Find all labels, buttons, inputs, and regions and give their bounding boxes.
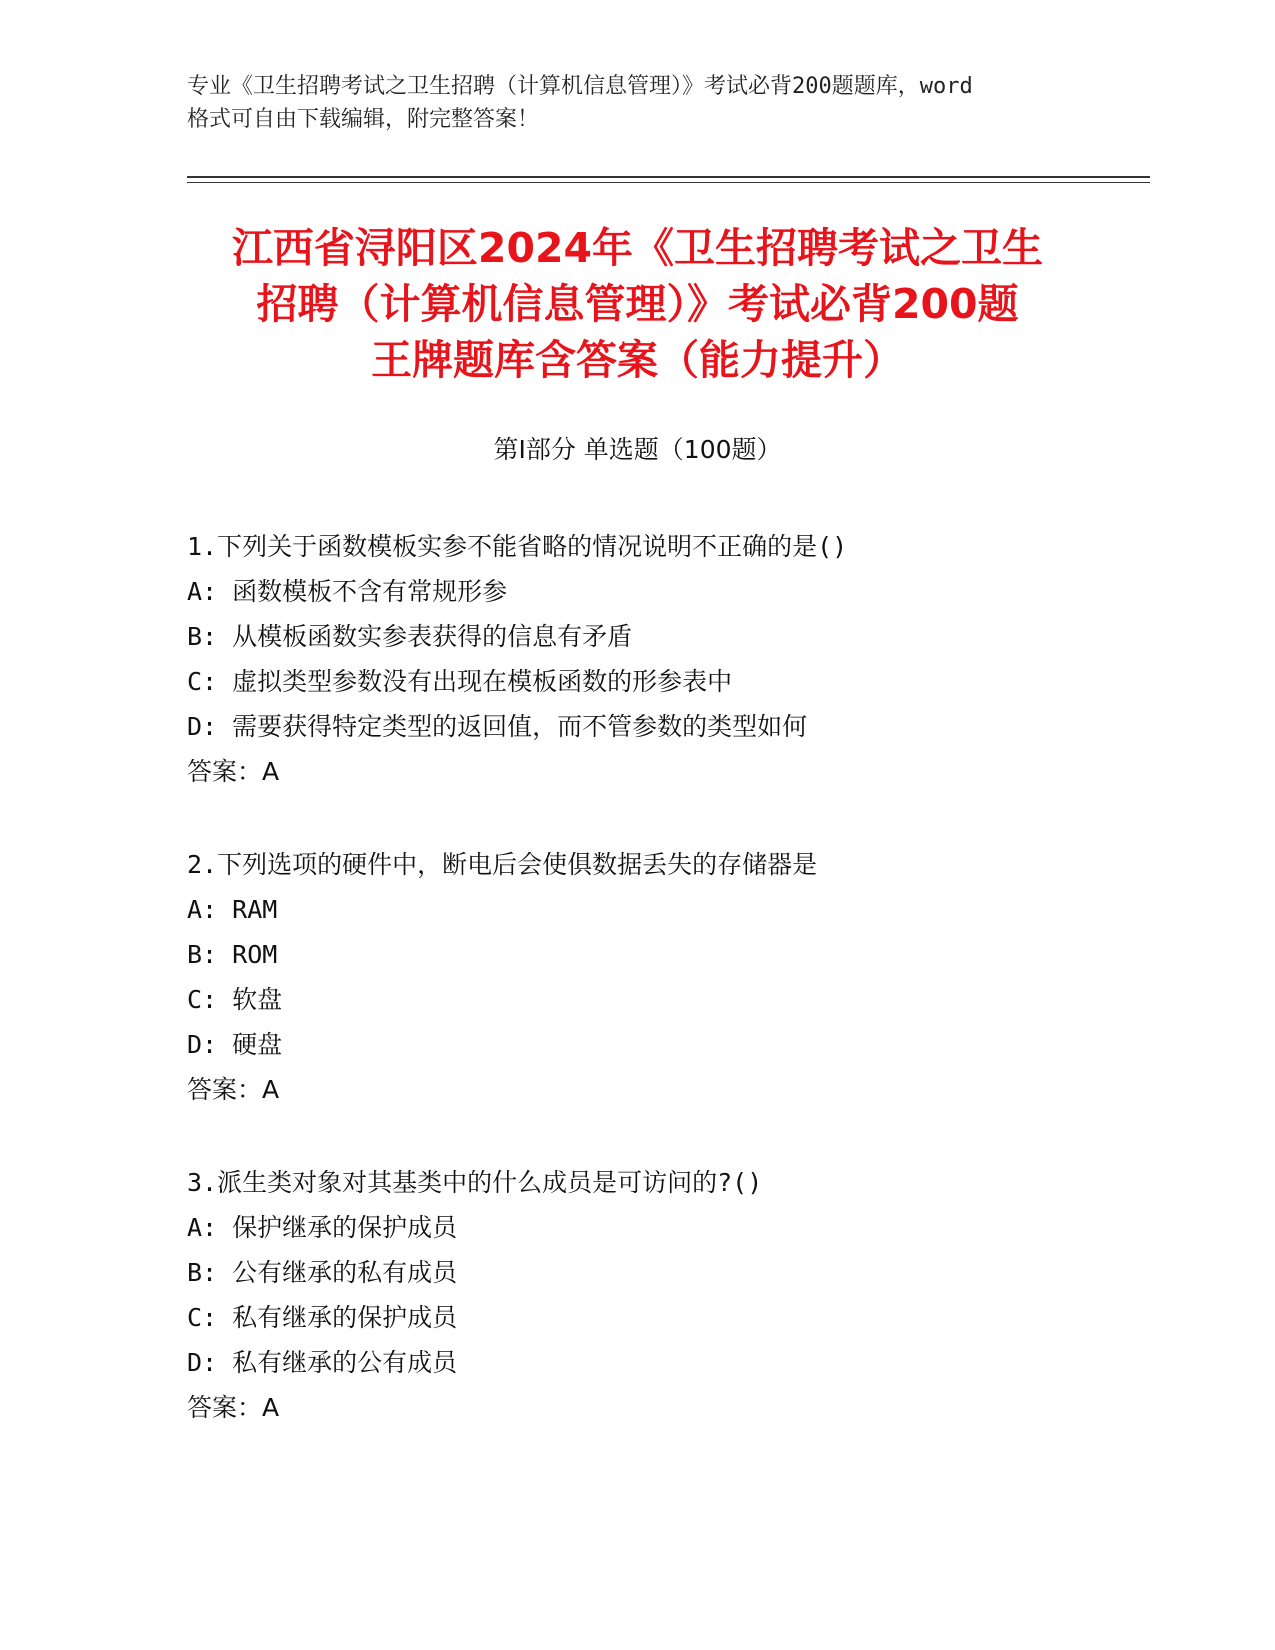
question-stem: 1.下列关于函数模板实参不能省略的情况说明不正确的是() bbox=[187, 532, 848, 561]
question-list bbox=[187, 524, 1150, 1478]
option-d: D: 需要获得特定类型的返回值，而不管参数的类型如何 bbox=[187, 712, 808, 741]
document-title-line-1: 江西省浔阳区2024年《卫生招聘考试之卫生 bbox=[231, 224, 1044, 272]
option-b: B: ROM bbox=[187, 940, 278, 969]
question-stem: 3.派生类对象对其基类中的什么成员是可访问的?() bbox=[187, 1168, 763, 1197]
question-stem: 2.下列选项的硬件中，断电后会使俱数据丢失的存储器是 bbox=[187, 850, 818, 879]
question-2 bbox=[187, 842, 1150, 1112]
option-c: C: 虚拟类型参数没有出现在模板函数的形参表中 bbox=[187, 667, 733, 696]
option-d: D: 私有继承的公有成员 bbox=[187, 1348, 458, 1377]
option-c: C: 软盘 bbox=[187, 985, 283, 1014]
answer-label: 答案：A bbox=[187, 1075, 280, 1104]
header-divider-thin bbox=[187, 182, 1150, 183]
answer-label: 答案：A bbox=[187, 1393, 280, 1422]
option-b: B: 从模板函数实参表获得的信息有矛盾 bbox=[187, 622, 633, 651]
document-title-line-3: 王牌题库含答案（能力提升） bbox=[371, 336, 904, 384]
answer-label: 答案：A bbox=[187, 757, 280, 786]
header-divider-thick bbox=[187, 176, 1150, 178]
header-note-line-1: 专业《卫生招聘考试之卫生招聘（计算机信息管理）》考试必背200题题库，word bbox=[187, 74, 973, 99]
header-note-line-2: 格式可自由下载编辑，附完整答案！ bbox=[187, 107, 540, 132]
option-c: C: 私有继承的保护成员 bbox=[187, 1303, 458, 1332]
section-heading: 第Ⅰ部分 单选题（100题） bbox=[493, 435, 782, 464]
option-d: D: 硬盘 bbox=[187, 1030, 283, 1059]
option-a: A: 函数模板不含有常规形参 bbox=[187, 577, 508, 606]
option-a: A: 保护继承的保护成员 bbox=[187, 1213, 458, 1242]
header-note bbox=[187, 70, 1087, 136]
option-b: B: 公有继承的私有成员 bbox=[187, 1258, 458, 1287]
question-3 bbox=[187, 1160, 1150, 1430]
document-title-line-2: 招聘（计算机信息管理）》考试必背200题 bbox=[256, 280, 1019, 328]
document-title bbox=[150, 220, 1125, 388]
question-1 bbox=[187, 524, 1150, 794]
option-a: A: RAM bbox=[187, 895, 278, 924]
